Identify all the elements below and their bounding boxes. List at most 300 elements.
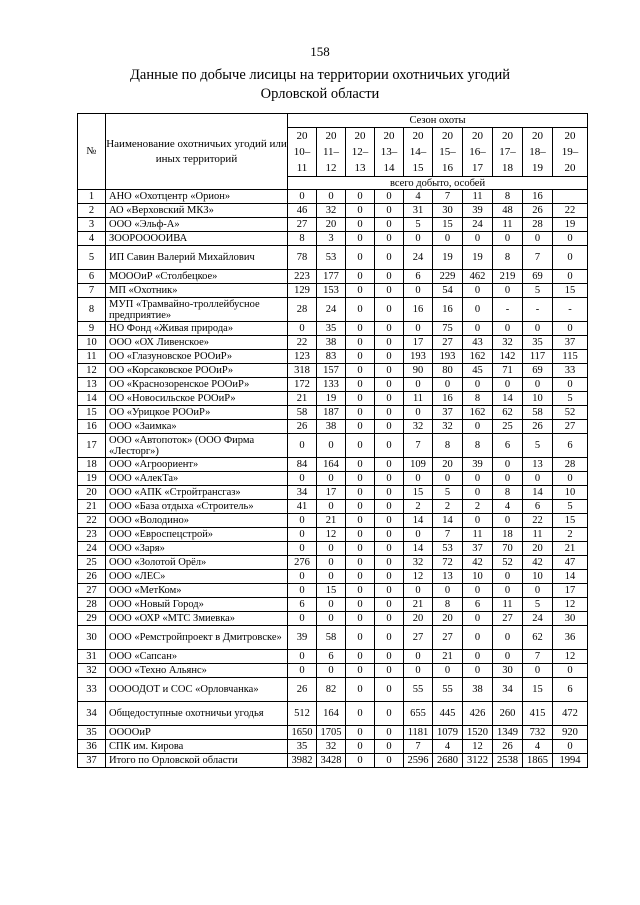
row-value: 0 [375, 232, 404, 246]
row-value: 21 [317, 514, 346, 528]
row-value: 512 [288, 702, 317, 726]
title-line-2: Орловской области [260, 86, 380, 102]
row-number: 2 [78, 204, 106, 218]
row-value: 1705 [317, 726, 346, 740]
row-value: 0 [553, 246, 588, 270]
table-row [78, 322, 588, 336]
table-row [78, 336, 588, 350]
season-part: 19– [561, 146, 579, 158]
row-number: 8 [78, 298, 106, 322]
row-name: ООО «Техно Альянс» [106, 664, 288, 678]
row-value: 22 [523, 514, 553, 528]
row-value: 1865 [523, 754, 553, 768]
row-value: 5 [523, 598, 553, 612]
row-value: 0 [346, 246, 375, 270]
row-number: 32 [78, 664, 106, 678]
row-value: 0 [493, 650, 523, 664]
row-value: 15 [433, 218, 463, 232]
table-row [78, 740, 588, 754]
row-value: 0 [317, 570, 346, 584]
row-value: 0 [317, 556, 346, 570]
row-value: 0 [493, 322, 523, 336]
header-season: Сезон охоты [288, 114, 588, 128]
table-row [78, 392, 588, 406]
row-value: 6 [317, 650, 346, 664]
row-name: ООО «Евроспецстрой» [106, 528, 288, 542]
row-value: 1181 [404, 726, 433, 740]
row-value: 20 [433, 458, 463, 472]
row-value: 10 [553, 486, 588, 500]
row-value [553, 190, 588, 204]
row-value: 21 [433, 650, 463, 664]
row-name: Итого по Орловской области [106, 754, 288, 768]
row-value: 16 [523, 190, 553, 204]
row-value: 162 [463, 406, 493, 420]
row-value: 18 [493, 528, 523, 542]
table-row [78, 218, 588, 232]
season-header-5 [433, 128, 463, 177]
row-value: 0 [493, 232, 523, 246]
header-name: Наименование охотничьих угодий или иных территорий [106, 114, 288, 190]
row-value: 0 [404, 322, 433, 336]
row-value: 0 [433, 472, 463, 486]
row-name: ООО «Сапсан» [106, 650, 288, 664]
table-row [78, 514, 588, 528]
row-value: 0 [346, 392, 375, 406]
table-row [78, 584, 588, 598]
row-value: 16 [433, 392, 463, 406]
row-value: 38 [463, 678, 493, 702]
row-value: 10 [523, 570, 553, 584]
row-value: 19 [433, 246, 463, 270]
row-value: 0 [346, 472, 375, 486]
row-value: 0 [375, 284, 404, 298]
row-value: 0 [346, 650, 375, 664]
row-number: 15 [78, 406, 106, 420]
row-value: 6 [493, 434, 523, 458]
row-value: 0 [346, 270, 375, 284]
row-value: 0 [317, 434, 346, 458]
row-value: 47 [553, 556, 588, 570]
document-title [0, 66, 640, 104]
table-row [78, 232, 588, 246]
row-value: 0 [553, 270, 588, 284]
row-value: 0 [493, 570, 523, 584]
table-row [78, 378, 588, 392]
season-part: 20 [532, 130, 543, 142]
row-value: 53 [433, 542, 463, 556]
row-value: 0 [288, 472, 317, 486]
row-value: 8 [493, 486, 523, 500]
row-value: 2 [553, 528, 588, 542]
row-value: 37 [463, 542, 493, 556]
row-name: ООО «Эльф-А» [106, 218, 288, 232]
row-value: 58 [288, 406, 317, 420]
row-value: 8 [433, 598, 463, 612]
row-value: 4 [523, 740, 553, 754]
row-value: 0 [404, 664, 433, 678]
row-value: 0 [288, 570, 317, 584]
row-value: 0 [346, 514, 375, 528]
row-number: 4 [78, 232, 106, 246]
row-name: ООО «МетКом» [106, 584, 288, 598]
row-value: 20 [523, 542, 553, 556]
row-value: 14 [493, 392, 523, 406]
row-name: ООООиР [106, 726, 288, 740]
row-value: 0 [463, 486, 493, 500]
season-part: 20 [296, 130, 308, 142]
row-value: 90 [404, 364, 433, 378]
row-value: 164 [317, 702, 346, 726]
row-value: 0 [433, 584, 463, 598]
row-value: 26 [493, 740, 523, 754]
row-value: 162 [463, 350, 493, 364]
row-value: 0 [463, 298, 493, 322]
row-value: 15 [553, 284, 588, 298]
row-value: 0 [375, 322, 404, 336]
row-value: 82 [317, 678, 346, 702]
row-value: 3982 [288, 754, 317, 768]
row-value: 30 [553, 612, 588, 626]
row-value: 37 [553, 336, 588, 350]
row-value: 26 [288, 420, 317, 434]
row-number: 9 [78, 322, 106, 336]
row-value: 0 [463, 584, 493, 598]
row-value: 11 [493, 598, 523, 612]
row-value: 6 [463, 598, 493, 612]
row-value: 7 [404, 740, 433, 754]
page-number: 158 [310, 44, 330, 59]
row-value: 157 [317, 364, 346, 378]
row-value: 0 [553, 472, 588, 486]
row-value: 19 [553, 218, 588, 232]
row-value: 46 [288, 204, 317, 218]
row-value: 12 [463, 740, 493, 754]
row-value: 54 [433, 284, 463, 298]
row-value: 15 [523, 678, 553, 702]
season-part: 11 [296, 162, 308, 174]
table-row [78, 350, 588, 364]
row-value: 0 [404, 584, 433, 598]
row-value: 0 [463, 284, 493, 298]
row-value: 26 [523, 420, 553, 434]
season-part: 19 [532, 162, 543, 174]
row-value: 0 [346, 702, 375, 726]
row-value: 0 [553, 740, 588, 754]
row-value: 14 [553, 570, 588, 584]
row-number: 24 [78, 542, 106, 556]
row-value: 16 [433, 298, 463, 322]
row-value: 0 [317, 664, 346, 678]
row-value: 1079 [433, 726, 463, 740]
row-value: 0 [375, 434, 404, 458]
row-value: 75 [433, 322, 463, 336]
row-name: НО Фонд «Живая природа» [106, 322, 288, 336]
row-value: 26 [288, 678, 317, 702]
row-value: 8 [288, 232, 317, 246]
row-value: 732 [523, 726, 553, 740]
row-value: 0 [463, 650, 493, 664]
row-value: 0 [404, 528, 433, 542]
row-value: 0 [346, 556, 375, 570]
row-value: 19 [463, 246, 493, 270]
row-value: 0 [375, 298, 404, 322]
row-value: 0 [375, 190, 404, 204]
row-value: 0 [463, 664, 493, 678]
row-value: 0 [346, 218, 375, 232]
row-value: 35 [317, 322, 346, 336]
row-number: 1 [78, 190, 106, 204]
row-value: 1994 [553, 754, 588, 768]
row-value: 38 [317, 336, 346, 350]
row-value: 0 [375, 740, 404, 754]
row-value: 6 [553, 434, 588, 458]
row-value: 0 [493, 514, 523, 528]
row-value: 11 [404, 392, 433, 406]
row-value: 0 [346, 528, 375, 542]
row-name: ООО «Агроориент» [106, 458, 288, 472]
row-value: 415 [523, 702, 553, 726]
row-value: 0 [523, 322, 553, 336]
row-value: 8 [463, 392, 493, 406]
row-value: 142 [493, 350, 523, 364]
row-value: 0 [463, 322, 493, 336]
row-value: 27 [433, 336, 463, 350]
row-number: 21 [78, 500, 106, 514]
row-name: ООО «База отдыха «Строитель» [106, 500, 288, 514]
table-row [78, 486, 588, 500]
table-row [78, 406, 588, 420]
row-value: 0 [346, 378, 375, 392]
row-value: 0 [346, 322, 375, 336]
row-value: 193 [433, 350, 463, 364]
row-name: ЗООРООООИВА [106, 232, 288, 246]
row-value: 45 [463, 364, 493, 378]
row-number: 5 [78, 246, 106, 270]
row-name: ИП Савин Валерий Михайлович [106, 246, 288, 270]
season-header-6 [463, 128, 493, 177]
row-value: 0 [288, 322, 317, 336]
row-value: 35 [523, 336, 553, 350]
row-value: 0 [463, 378, 493, 392]
table-row [78, 678, 588, 702]
row-number: 20 [78, 486, 106, 500]
row-value: 0 [317, 612, 346, 626]
row-value: 52 [553, 406, 588, 420]
row-value: 7 [433, 190, 463, 204]
fox-harvest-table [77, 113, 588, 768]
table-row [78, 542, 588, 556]
row-name: ООО «Новый Город» [106, 598, 288, 612]
row-value: 0 [346, 570, 375, 584]
row-value: 153 [317, 284, 346, 298]
row-value: 0 [433, 378, 463, 392]
row-value: 0 [288, 584, 317, 598]
row-value: 0 [288, 528, 317, 542]
row-number: 18 [78, 458, 106, 472]
row-name: ООО «АлекТа» [106, 472, 288, 486]
table-row [78, 650, 588, 664]
season-part: 20 [412, 130, 424, 142]
table-row [78, 270, 588, 284]
row-value: 0 [463, 420, 493, 434]
row-value: 0 [375, 364, 404, 378]
season-header-7 [493, 128, 523, 177]
row-value: 5 [523, 434, 553, 458]
season-header-1 [317, 128, 346, 177]
row-name: ООО «АПК «Стройтрансгаз» [106, 486, 288, 500]
season-header-3 [375, 128, 404, 177]
row-number: 27 [78, 584, 106, 598]
row-name: ООО «Автопоток» (ООО Фирма «Лесторг») [106, 434, 288, 458]
row-value: 6 [288, 598, 317, 612]
row-number: 13 [78, 378, 106, 392]
row-value: 0 [463, 514, 493, 528]
row-number: 12 [78, 364, 106, 378]
row-value: 28 [553, 458, 588, 472]
season-part: 20 [564, 162, 576, 174]
row-value: 0 [404, 284, 433, 298]
row-number: 10 [78, 336, 106, 350]
row-value: 0 [523, 664, 553, 678]
row-value: 0 [375, 556, 404, 570]
row-value: 276 [288, 556, 317, 570]
row-value: 42 [463, 556, 493, 570]
row-value: 30 [433, 204, 463, 218]
title-line-1: Данные по добыче лисицы на территории охотничьих угодий [130, 67, 510, 83]
row-value: 0 [288, 650, 317, 664]
row-value: 0 [375, 486, 404, 500]
row-value: 0 [346, 740, 375, 754]
row-value: 0 [523, 378, 553, 392]
row-value: 55 [404, 678, 433, 702]
row-value: 80 [433, 364, 463, 378]
row-value: 0 [346, 612, 375, 626]
row-value: 5 [553, 392, 588, 406]
row-value: 0 [346, 598, 375, 612]
row-value: 14 [404, 514, 433, 528]
row-value: 36 [553, 626, 588, 650]
row-value: 0 [553, 664, 588, 678]
row-value: 0 [346, 232, 375, 246]
row-name: ООО «ОХ Ливенское» [106, 336, 288, 350]
season-part: 20 [564, 130, 576, 142]
row-value: 72 [433, 556, 463, 570]
row-name: ООО «Заимка» [106, 420, 288, 434]
season-part: 20 [472, 130, 483, 142]
row-value: 12 [553, 650, 588, 664]
row-value: 0 [317, 542, 346, 556]
row-value: 5 [433, 486, 463, 500]
row-value: 71 [493, 364, 523, 378]
row-value: 0 [346, 486, 375, 500]
row-value: 0 [523, 472, 553, 486]
row-value: 0 [346, 420, 375, 434]
table-row [78, 598, 588, 612]
row-number: 14 [78, 392, 106, 406]
row-name: ООО «Володино» [106, 514, 288, 528]
row-name: СПК им. Кирова [106, 740, 288, 754]
row-value: 35 [288, 740, 317, 754]
row-value: 0 [375, 406, 404, 420]
row-name: ОО «Корсаковское РООиР» [106, 364, 288, 378]
row-number: 35 [78, 726, 106, 740]
row-value: 0 [404, 472, 433, 486]
row-value: 0 [375, 204, 404, 218]
season-part: 15– [439, 146, 456, 158]
row-value: 17 [553, 584, 588, 598]
row-value: 219 [493, 270, 523, 284]
row-value: 0 [346, 434, 375, 458]
row-value: 15 [404, 486, 433, 500]
row-value: 0 [346, 458, 375, 472]
table-row [78, 190, 588, 204]
table-row [78, 626, 588, 650]
table-row [78, 434, 588, 458]
row-number: 16 [78, 420, 106, 434]
row-value: 24 [404, 246, 433, 270]
row-value: 37 [433, 406, 463, 420]
row-value: 0 [375, 472, 404, 486]
row-number: 6 [78, 270, 106, 284]
row-value: 15 [553, 514, 588, 528]
table-row [78, 204, 588, 218]
row-value: 0 [404, 378, 433, 392]
row-value: 0 [375, 218, 404, 232]
row-value: 21 [553, 542, 588, 556]
row-value: 0 [346, 726, 375, 740]
row-value: 10 [463, 570, 493, 584]
row-value: 11 [463, 190, 493, 204]
row-value: 3428 [317, 754, 346, 768]
row-value: 62 [493, 406, 523, 420]
row-number: 3 [78, 218, 106, 232]
row-value: 3 [317, 232, 346, 246]
row-name: ОО «Новосильское РООиР» [106, 392, 288, 406]
row-value: 41 [288, 500, 317, 514]
season-part: 16 [442, 162, 453, 174]
row-value: 0 [404, 406, 433, 420]
row-value: 229 [433, 270, 463, 284]
row-value: 0 [375, 336, 404, 350]
row-value: 2596 [404, 754, 433, 768]
row-value: 0 [346, 190, 375, 204]
row-value: 0 [317, 190, 346, 204]
row-name: МОООиР «Столбецкое» [106, 270, 288, 284]
season-header-2 [346, 128, 375, 177]
row-value: - [493, 298, 523, 322]
row-name: ОО «Урицкое РООиР» [106, 406, 288, 420]
row-value: 0 [375, 598, 404, 612]
row-value: 0 [288, 542, 317, 556]
row-value: 0 [433, 232, 463, 246]
row-value: 28 [523, 218, 553, 232]
row-value: 2 [433, 500, 463, 514]
row-number: 30 [78, 626, 106, 650]
row-number: 26 [78, 570, 106, 584]
row-value: 6 [523, 500, 553, 514]
season-part: 12 [325, 162, 337, 174]
row-value: 58 [523, 406, 553, 420]
table-row [78, 500, 588, 514]
row-value: 21 [404, 598, 433, 612]
season-part: 15 [412, 162, 424, 174]
row-value: 0 [317, 500, 346, 514]
season-header-0 [288, 128, 317, 177]
row-value: 0 [288, 612, 317, 626]
row-name: ООО «Золотой Орёл» [106, 556, 288, 570]
row-value: 5 [404, 218, 433, 232]
